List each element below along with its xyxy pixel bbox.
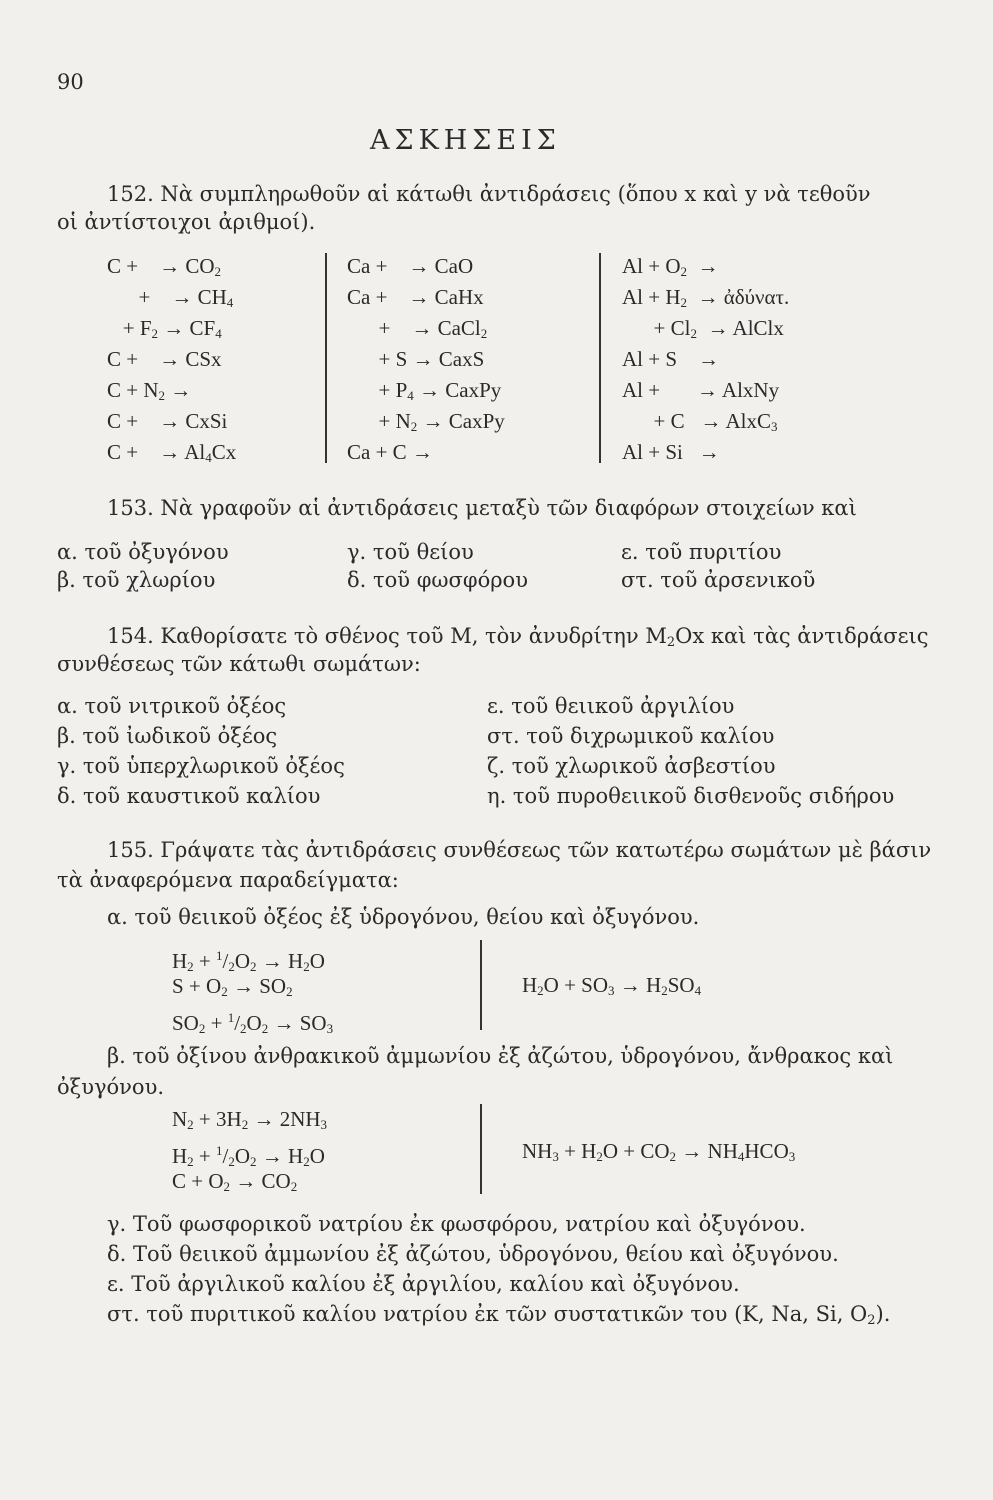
reaction: Ca + C → xyxy=(347,440,433,464)
ex152-reactions-column-3 xyxy=(622,251,789,468)
ex155-part-a-label: α. τοῦ θειικοῦ ὀξέος ἐξ ὑδρογόνου, θείου καὶ ὀξυγόνου. xyxy=(107,905,700,929)
ex155-text-line2: τὰ ἀναφερόμενα παραδείγματα: xyxy=(57,868,399,892)
ex154-item: α. τοῦ νιτρικοῦ ὀξέος xyxy=(57,694,287,718)
ex155-part-b-label-cont: ὀξυγόνου. xyxy=(57,1075,165,1099)
reaction: C + → CxSi xyxy=(107,409,228,433)
ex154-item: η. τοῦ πυροθειικοῦ δισθενοῦς σιδήρου xyxy=(487,784,895,808)
reaction: $Al + O_2$ → xyxy=(622,254,719,279)
ex153-item: β. τοῦ χλωρίου xyxy=(57,568,216,592)
ex155-part-e: ε. Τοῦ ἀργιλικοῦ καλίου ἐξ ἀργιλίου, καλίου καὶ ὀξυγόνου. xyxy=(107,1272,740,1296)
reaction: C + → $CO_2$ xyxy=(107,254,222,279)
reaction: + → $CH_4$ xyxy=(107,285,234,310)
reaction: $H_2 + ^1/_2O_2 \to H_2O$ xyxy=(172,948,325,974)
page-title: ΑΣΚΗΣΕΙΣ xyxy=(370,125,561,156)
reaction: + $F_2 \to CF_4$ xyxy=(107,316,222,341)
reaction: Ca + → CaHx xyxy=(347,285,484,309)
ex155-part-b-label: β. τοῦ ὀξίνου ἀνθρακικοῦ ἀμμωνίου ἐξ ἀζώτου, ὑδρογόνου, ἄνθρακος καὶ xyxy=(107,1044,894,1068)
ex154-item: ζ. τοῦ χλωρικοῦ ἀσβεστίου xyxy=(487,754,776,778)
reaction: + C → AlxC$_3$ xyxy=(622,409,778,434)
ex153-item: ε. τοῦ πυριτίου xyxy=(621,540,782,564)
ex153-item: γ. τοῦ θείου xyxy=(347,540,474,564)
reaction: $S + O_2 \to SO_2$ xyxy=(172,974,293,999)
ex155-part-st: στ. τοῦ πυριτικοῦ καλίου νατρίου ἐκ τῶν συστατικῶν του (K, Na, Si, $O_2$). xyxy=(107,1302,891,1328)
ex154-item: β. τοῦ ἰωδικοῦ ὀξέος xyxy=(57,724,278,748)
ex155-part-d: δ. Τοῦ θειικοῦ ἀμμωνίου ἐξ ἀζώτου, ὑδρογόνου, θείου καὶ ὀξυγόνου. xyxy=(107,1242,839,1266)
reaction: + S → CaxS xyxy=(347,347,485,371)
ex154-item: στ. τοῦ διχρωμικοῦ καλίου xyxy=(487,724,775,748)
ex152-reactions-column-1 xyxy=(107,251,236,468)
reaction: Al + → AlxNy xyxy=(622,378,780,402)
reaction: $Al + H_2$ → ἀδύνατ. xyxy=(622,285,790,310)
reaction: + $Cl_2$ → AlClx xyxy=(622,316,784,341)
ex154-item: γ. τοῦ ὑπερχλωρικοῦ ὀξέος xyxy=(57,754,345,778)
column-divider xyxy=(599,253,601,463)
ex152-reactions-column-2 xyxy=(347,251,505,468)
reaction: + $P_4$ → CaxPy xyxy=(347,378,502,403)
ex154-text-line2: συνθέσεως τῶν κάτωθι σωμάτων: xyxy=(57,652,421,676)
reaction: C + → CSx xyxy=(107,347,222,371)
reaction: + $N_2$ → CaxPy xyxy=(347,409,505,434)
ex153-text: 153. Νὰ γραφοῦν αἱ ἀντιδράσεις μεταξὺ τῶν διαφόρων στοιχείων καὶ xyxy=(107,496,857,520)
ex155-a-steps xyxy=(172,940,334,1036)
reaction: Al + S → xyxy=(622,347,720,371)
ex153-item: στ. τοῦ ἀρσενικοῦ xyxy=(621,568,816,592)
ex155-part-c: γ. Τοῦ φωσφορικοῦ νατρίου ἐκ φωσφόρου, νατρίου καὶ ὀξυγόνου. xyxy=(107,1212,806,1236)
reaction: $C + N_2$ → xyxy=(107,378,192,403)
reaction: $SO_2 + ^1/_2O_2 \to SO_3$ xyxy=(172,1010,334,1036)
page-number: 90 xyxy=(57,70,84,94)
reaction: $N_2 + 3H_2 \to 2NH_3$ xyxy=(172,1107,328,1132)
reaction: Al + Si → xyxy=(622,440,720,464)
ex154-item: ε. τοῦ θειικοῦ ἀργιλίου xyxy=(487,694,735,718)
ex153-item: α. τοῦ ὀξυγόνου xyxy=(57,540,229,564)
reaction: C + → $Al_4Cx$ xyxy=(107,440,237,465)
bracket-divider xyxy=(480,940,482,1030)
ex153-item: δ. τοῦ φωσφόρου xyxy=(347,568,528,592)
ex155-b-steps xyxy=(172,1104,327,1197)
ex154-item: δ. τοῦ καυστικοῦ καλίου xyxy=(57,784,321,808)
column-divider xyxy=(325,253,327,463)
reaction: + → CaCl$_2$ xyxy=(347,316,488,341)
bracket-divider xyxy=(480,1104,482,1194)
ex155-text-line1: 155. Γράψατε τὰς ἀντιδράσεις συνθέσεως τῶν κατωτέρω σωμάτων μὲ βάσιν xyxy=(107,838,932,862)
ex155-a-result: $H_2O + SO_3 \to H_2SO_4$ xyxy=(522,973,702,998)
ex152-text-line1: 152. Νὰ συμπληρωθοῦν αἱ κάτωθι ἀντιδράσεις (ὅπου x καὶ y νὰ τεθοῦν xyxy=(107,182,871,206)
ex152-text-line2: οἱ ἀντίστοιχοι ἀριθμοί). xyxy=(57,210,316,234)
reaction: Ca + → CaO xyxy=(347,254,474,278)
ex154-text-line1: 154. Καθορίσατε τὸ σθένος τοῦ M, τὸν ἀνυδρίτην $M_2Ox$ καὶ τὰς ἀντιδράσεις xyxy=(107,624,929,650)
reaction: $H_2 + ^1/_2O_2 \to H_2O$ xyxy=(172,1143,325,1169)
reaction: $C + O_2 \to CO_2$ xyxy=(172,1169,298,1194)
ex155-b-result: $NH_3 + H_2O + CO_2 \to NH_4HCO_3$ xyxy=(522,1139,796,1164)
